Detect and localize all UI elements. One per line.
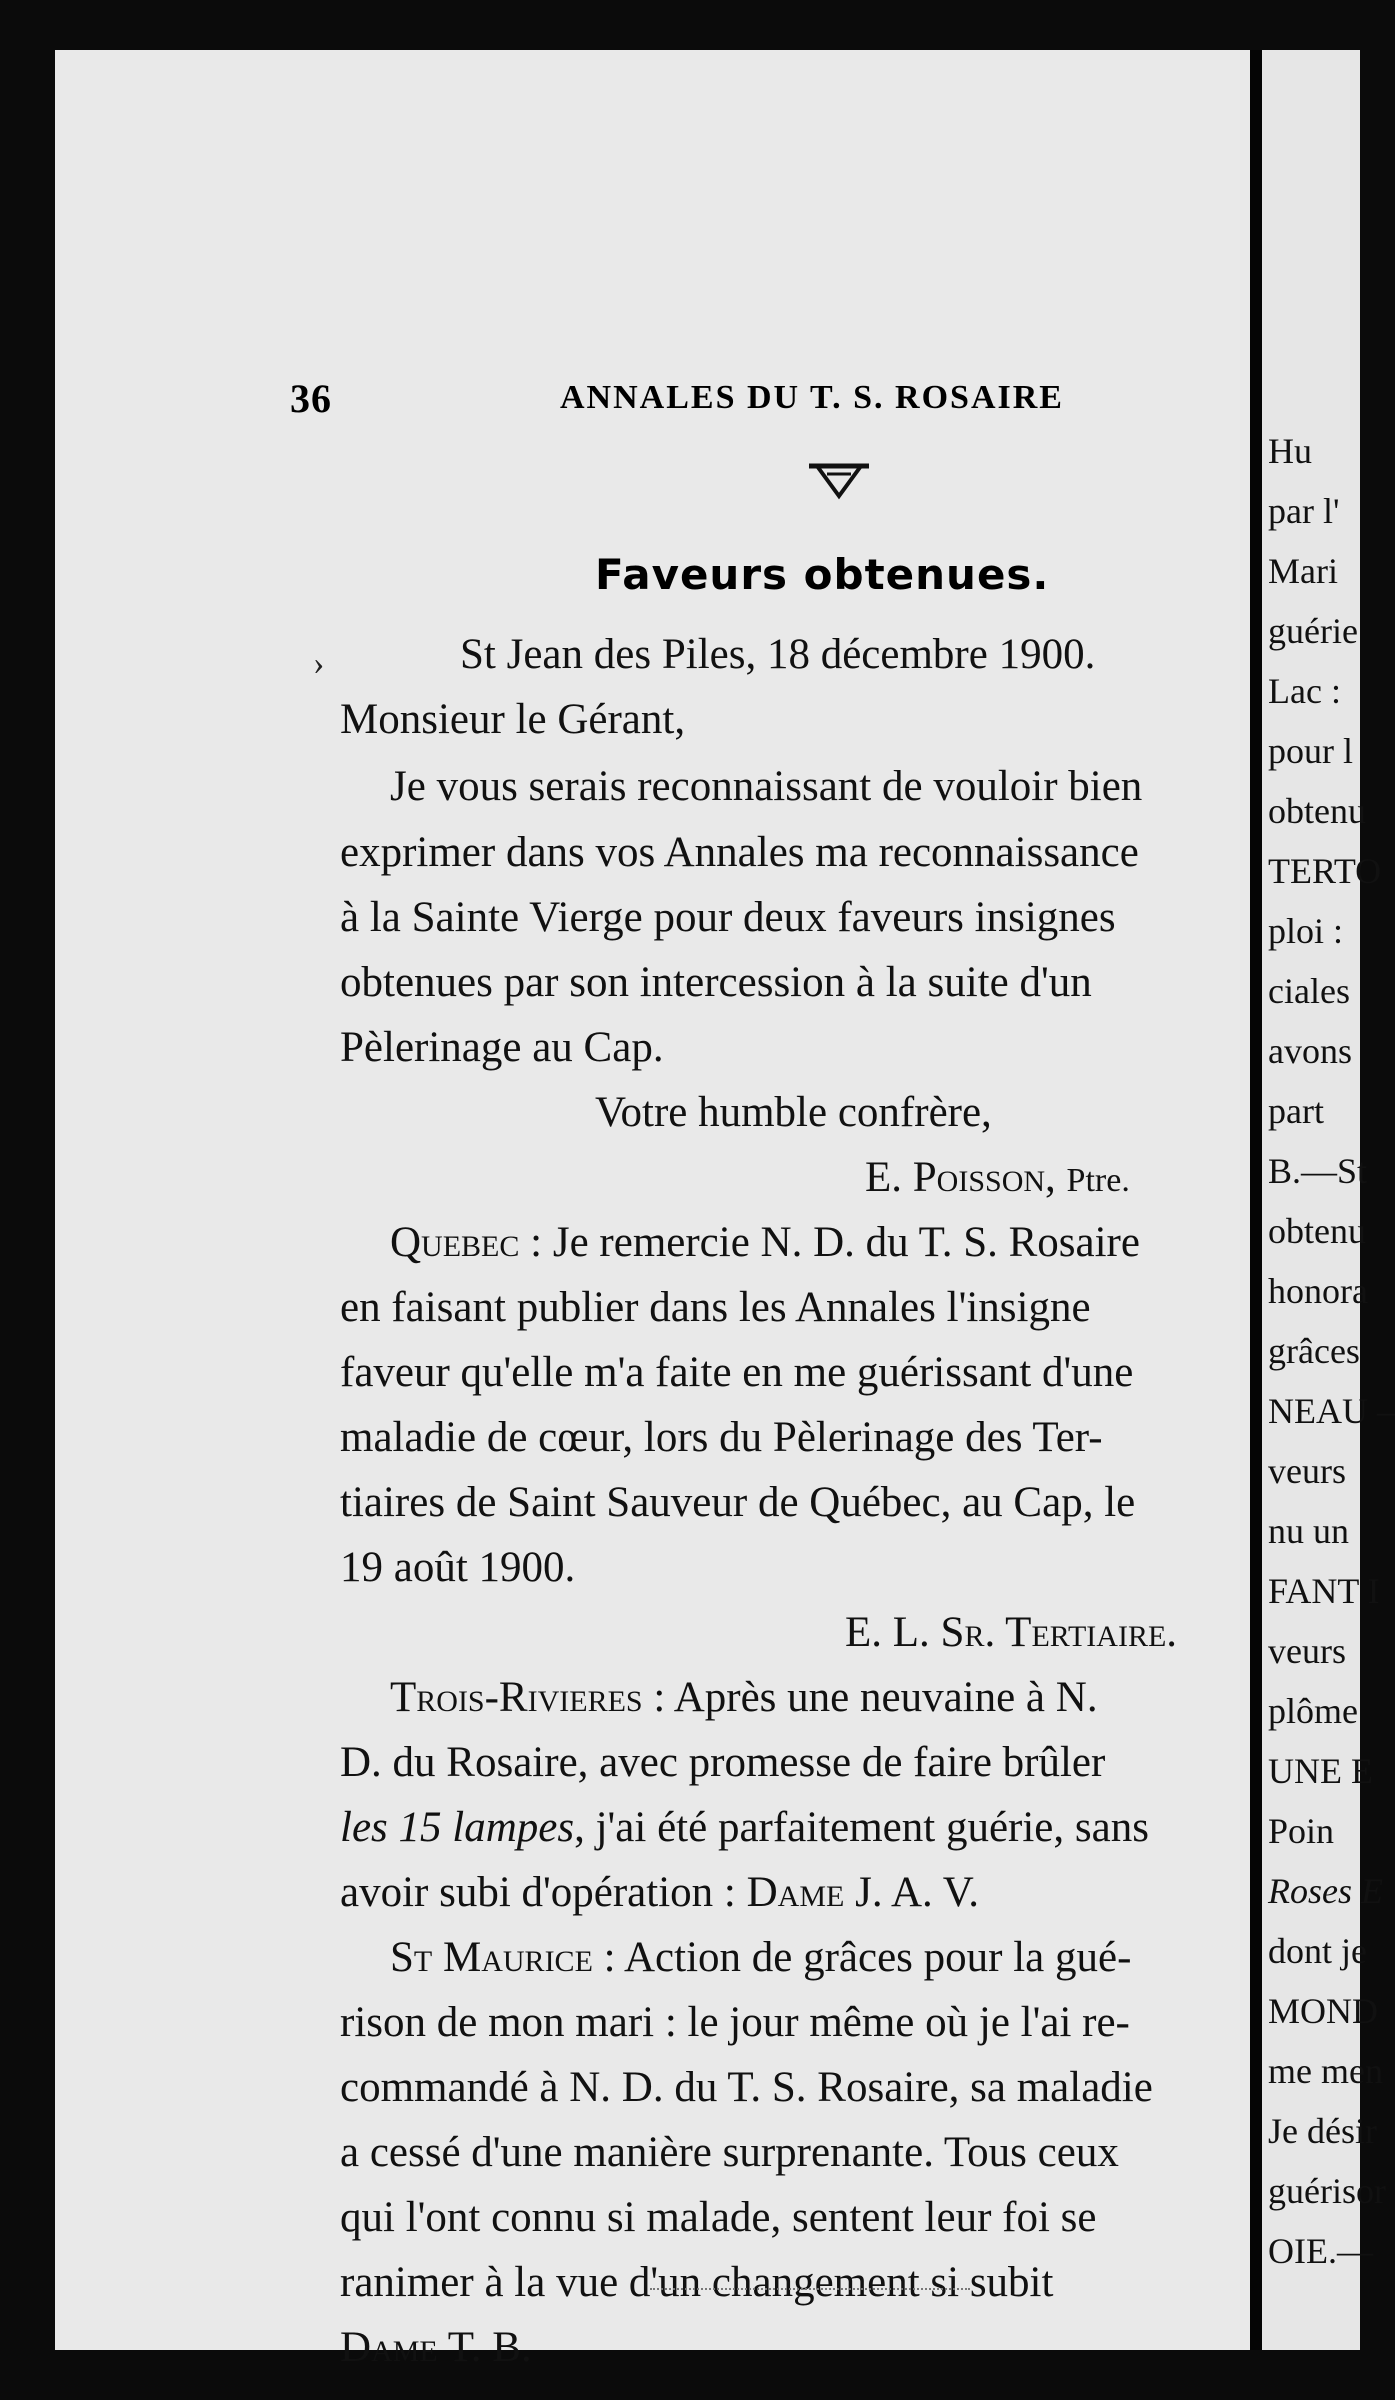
testimony-line: tiaires de Saint Sauveur de Québec, au Cap, le bbox=[340, 1479, 1136, 1526]
testimony-line: qui l'ont connu si malade, sentent leur foi se bbox=[340, 2194, 1097, 2241]
testimony-signature: Dame J. A. V. bbox=[746, 1869, 979, 1916]
testimony-text: , j'ai été parfaitement guérie, sans bbox=[574, 1804, 1149, 1851]
letter-line: obtenues par son intercession à la suite d'un bbox=[340, 959, 1092, 1006]
testimony-text: Action de grâces pour la gué- bbox=[623, 1934, 1132, 1981]
fragment-line: grâces bbox=[1268, 1331, 1360, 1371]
testimony-signature: Dame T. B. bbox=[340, 2324, 532, 2371]
testimony-place: Trois-Rivieres : bbox=[390, 1674, 666, 1721]
testimony-line: commandé à N. D. du T. S. Rosaire, sa maladie bbox=[340, 2064, 1153, 2111]
testimony-line bbox=[390, 1673, 1098, 1722]
testimony-line: maladie de cœur, lors du Pèlerinage des Ter- bbox=[340, 1414, 1103, 1461]
letter-line: exprimer dans vos Annales ma reconnaissance bbox=[340, 829, 1139, 876]
adjacent-page-edge bbox=[1262, 50, 1395, 2350]
fragment-line: OIE.— bbox=[1268, 2231, 1373, 2271]
italic-phrase: les 15 lampes bbox=[340, 1804, 575, 1851]
signature-name: E. Poisson, bbox=[865, 1154, 1056, 1201]
fragment-line: FANT I bbox=[1268, 1571, 1380, 1611]
article-body bbox=[55, 50, 1250, 2371]
letter-line: à la Sainte Vierge pour deux faveurs insignes bbox=[340, 894, 1116, 941]
page-gutter bbox=[1250, 50, 1262, 2350]
fragment-line: guérie bbox=[1268, 611, 1358, 651]
testimony-line: rison de mon mari : le jour même où je l'ai re- bbox=[340, 1999, 1130, 2046]
fragment-line: NEAU – bbox=[1268, 1391, 1395, 1431]
testimony-line: ranimer à la vue d'un changement si subit bbox=[340, 2259, 1054, 2306]
testimony-signature: E. L. Sr. Tertiaire. bbox=[845, 1609, 1178, 1656]
testimony-line: faveur qu'elle m'a faite en me guérissant d'une bbox=[340, 1349, 1134, 1396]
fragment-line: part bbox=[1268, 1091, 1324, 1131]
letter-line: Je vous serais reconnaissant de vouloir bien bbox=[390, 763, 1143, 810]
margin-mark: › bbox=[313, 645, 325, 682]
section-title: Faveurs obtenues. bbox=[595, 550, 1050, 599]
fragment-line: nu un bbox=[1268, 1511, 1349, 1551]
running-title: ANNALES DU T. S. ROSAIRE bbox=[560, 379, 1064, 416]
fragment-line: dont je bbox=[1268, 1931, 1367, 1971]
fragment-line: par l' bbox=[1268, 491, 1340, 531]
fragment-line: veurs bbox=[1268, 1451, 1346, 1491]
fragment-line: Hu bbox=[1268, 431, 1312, 471]
testimony-line: 19 août 1900. bbox=[340, 1544, 576, 1591]
fragment-line: avons bbox=[1268, 1031, 1352, 1071]
place-date: St Jean des Piles, 18 décembre 1900. bbox=[460, 631, 1096, 678]
fragment-line: me men bbox=[1268, 2051, 1383, 2091]
letter-closing: Votre humble confrère, bbox=[595, 1089, 992, 1136]
page-number: 36 bbox=[290, 376, 332, 421]
testimony-line bbox=[340, 1803, 1149, 1852]
fragment-line: Poin bbox=[1268, 1811, 1335, 1851]
closing-rule bbox=[650, 2288, 970, 2290]
testimony-line bbox=[390, 1218, 1140, 1267]
testimony-line: D. du Rosaire, avec promesse de faire brûler bbox=[340, 1739, 1106, 1786]
fragment-line: ploi : bbox=[1268, 911, 1344, 951]
fragment-line: veurs bbox=[1268, 1631, 1346, 1671]
testimony-line: en faisant publier dans les Annales l'insigne bbox=[340, 1284, 1091, 1331]
letter-signature bbox=[865, 1153, 1130, 1202]
fragment-line: obtenu bbox=[1268, 1211, 1366, 1251]
fragment-line: B.—St bbox=[1268, 1151, 1368, 1191]
fragment-line: Mari bbox=[1268, 551, 1338, 591]
testimony-line bbox=[390, 1933, 1131, 1982]
book-page bbox=[55, 50, 1250, 2371]
fragment-line: guérisor bbox=[1268, 2171, 1386, 2211]
signature-title: Ptre. bbox=[1066, 1162, 1130, 1199]
fragment-line: obtenu bbox=[1268, 791, 1366, 831]
fragment-line: Je désir bbox=[1268, 2111, 1377, 2151]
fragment-line: pour l bbox=[1268, 731, 1353, 771]
fragment-line: TERTO bbox=[1268, 851, 1382, 891]
salutation: Monsieur le Gérant, bbox=[340, 696, 686, 743]
testimony-text: Après une neuvaine à N. bbox=[673, 1674, 1098, 1721]
testimony-text: Je remercie N. D. du T. S. Rosaire bbox=[552, 1219, 1140, 1266]
testimony-place: St Maurice : bbox=[390, 1934, 616, 1981]
fragment-line: plôme bbox=[1268, 1691, 1358, 1731]
testimony-line: a cessé d'une manière surprenante. Tous ceux bbox=[340, 2129, 1119, 2176]
fragment-line: ciales bbox=[1268, 971, 1350, 1011]
fragment-line: honora bbox=[1268, 1271, 1368, 1311]
letter-line: Pèlerinage au Cap. bbox=[340, 1024, 664, 1071]
fragment-line: Roses E bbox=[1268, 1871, 1383, 1911]
testimony-place: Quebec : bbox=[390, 1219, 543, 1266]
testimony-text: avoir subi d'opération : bbox=[340, 1869, 736, 1916]
fragment-line: MOND bbox=[1268, 1991, 1379, 2031]
fragment-line: UNE E bbox=[1268, 1751, 1373, 1791]
testimony-line bbox=[340, 1868, 979, 1917]
fragment-line: Lac : bbox=[1268, 671, 1341, 711]
